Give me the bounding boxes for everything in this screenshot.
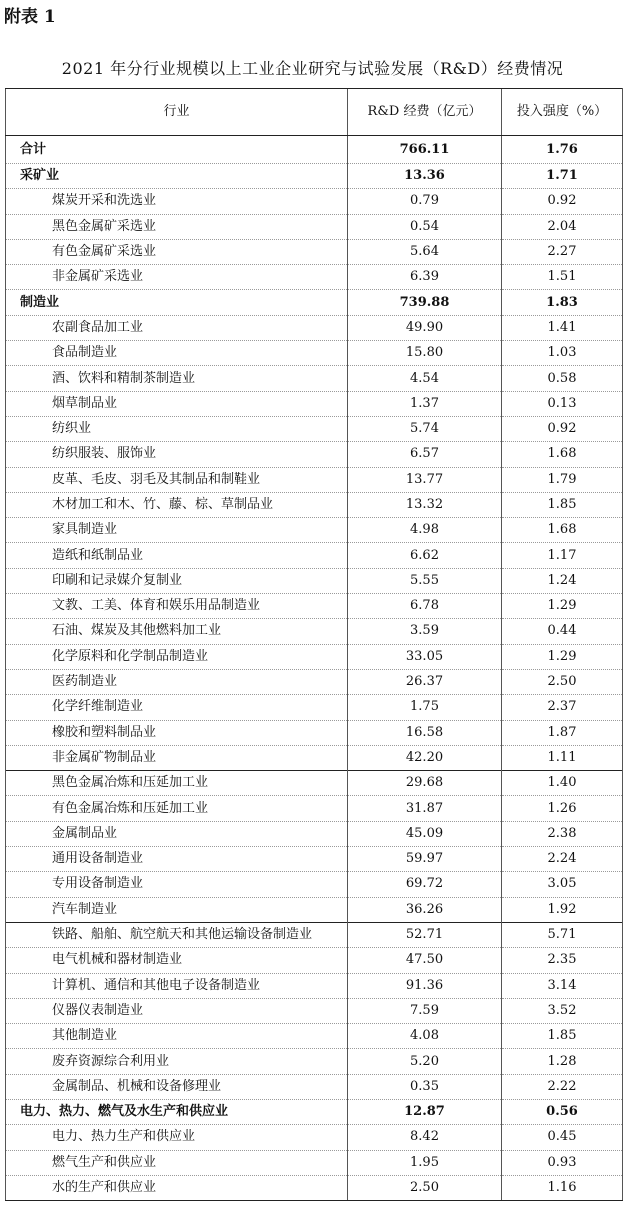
intensity-cell: 1.24 bbox=[502, 568, 623, 593]
rd-expense-cell: 91.36 bbox=[348, 973, 502, 998]
rd-expense-cell: 4.98 bbox=[348, 518, 502, 543]
industry-name-cell: 专用设备制造业 bbox=[6, 872, 348, 897]
industry-name-cell: 烟草制品业 bbox=[6, 391, 348, 416]
table-row bbox=[6, 1150, 623, 1175]
intensity-cell: 3.14 bbox=[502, 973, 623, 998]
industry-name-cell: 黑色金属冶炼和压延加工业 bbox=[6, 771, 348, 796]
industry-name-cell: 合计 bbox=[6, 136, 348, 164]
rd-expense-cell: 13.32 bbox=[348, 492, 502, 517]
intensity-cell: 1.29 bbox=[502, 594, 623, 619]
rd-expense-cell: 739.88 bbox=[348, 290, 502, 315]
table-row bbox=[6, 771, 623, 796]
intensity-cell: 1.85 bbox=[502, 492, 623, 517]
intensity-cell: 1.68 bbox=[502, 442, 623, 467]
rd-expense-cell: 7.59 bbox=[348, 998, 502, 1023]
rd-expense-cell: 59.97 bbox=[348, 847, 502, 872]
table-row bbox=[6, 467, 623, 492]
table-row bbox=[6, 1074, 623, 1099]
industry-name-cell: 计算机、通信和其他电子设备制造业 bbox=[6, 973, 348, 998]
industry-name-cell: 文教、工美、体育和娱乐用品制造业 bbox=[6, 594, 348, 619]
intensity-cell: 1.87 bbox=[502, 720, 623, 745]
rd-expense-cell: 0.54 bbox=[348, 214, 502, 239]
industry-name-cell: 汽车制造业 bbox=[6, 897, 348, 922]
table-row bbox=[6, 796, 623, 821]
rd-expense-cell: 13.36 bbox=[348, 164, 502, 189]
industry-name-cell: 制造业 bbox=[6, 290, 348, 315]
intensity-cell: 1.85 bbox=[502, 1024, 623, 1049]
rd-expense-cell: 69.72 bbox=[348, 872, 502, 897]
table-row bbox=[6, 644, 623, 669]
industry-name-cell: 铁路、船舶、航空航天和其他运输设备制造业 bbox=[6, 922, 348, 947]
industry-name-cell: 电气机械和器材制造业 bbox=[6, 948, 348, 973]
rd-expense-table bbox=[5, 88, 623, 1201]
table-row bbox=[6, 1024, 623, 1049]
table-row bbox=[6, 669, 623, 694]
industry-name-cell: 化学纤维制造业 bbox=[6, 695, 348, 720]
table-header-row bbox=[6, 89, 623, 136]
rd-expense-cell: 15.80 bbox=[348, 341, 502, 366]
table-row bbox=[6, 821, 623, 846]
intensity-cell: 1.03 bbox=[502, 341, 623, 366]
rd-expense-cell: 8.42 bbox=[348, 1125, 502, 1150]
intensity-cell: 1.41 bbox=[502, 315, 623, 340]
rd-expense-cell: 29.68 bbox=[348, 771, 502, 796]
industry-name-cell: 纺织服装、服饰业 bbox=[6, 442, 348, 467]
table-row bbox=[6, 948, 623, 973]
rd-expense-cell: 4.08 bbox=[348, 1024, 502, 1049]
industry-name-cell: 非金属矿物制品业 bbox=[6, 745, 348, 770]
rd-expense-cell: 12.87 bbox=[348, 1099, 502, 1124]
industry-name-cell: 其他制造业 bbox=[6, 1024, 348, 1049]
industry-name-cell: 家具制造业 bbox=[6, 518, 348, 543]
intensity-cell: 0.58 bbox=[502, 366, 623, 391]
intensity-cell: 2.38 bbox=[502, 821, 623, 846]
intensity-cell: 1.83 bbox=[502, 290, 623, 315]
table-row bbox=[6, 214, 623, 239]
column-header-intensity: 投入强度（%） bbox=[502, 89, 623, 136]
intensity-cell: 0.45 bbox=[502, 1125, 623, 1150]
industry-name-cell: 电力、热力、燃气及水生产和供应业 bbox=[6, 1099, 348, 1124]
rd-expense-cell: 31.87 bbox=[348, 796, 502, 821]
rd-expense-cell: 5.55 bbox=[348, 568, 502, 593]
rd-expense-cell: 4.54 bbox=[348, 366, 502, 391]
table-row bbox=[6, 619, 623, 644]
intensity-cell: 5.71 bbox=[502, 922, 623, 947]
intensity-cell: 1.16 bbox=[502, 1175, 623, 1200]
intensity-cell: 0.92 bbox=[502, 416, 623, 441]
rd-expense-cell: 16.58 bbox=[348, 720, 502, 745]
table-row bbox=[6, 290, 623, 315]
industry-name-cell: 造纸和纸制品业 bbox=[6, 543, 348, 568]
table-row bbox=[6, 973, 623, 998]
column-header-industry: 行业 bbox=[6, 89, 348, 136]
intensity-cell: 0.92 bbox=[502, 189, 623, 214]
table-row bbox=[6, 720, 623, 745]
industry-name-cell: 印刷和记录媒介复制业 bbox=[6, 568, 348, 593]
intensity-cell: 3.52 bbox=[502, 998, 623, 1023]
intensity-cell: 2.04 bbox=[502, 214, 623, 239]
table-row bbox=[6, 745, 623, 770]
table-row bbox=[6, 518, 623, 543]
rd-expense-cell: 26.37 bbox=[348, 669, 502, 694]
industry-name-cell: 皮革、毛皮、羽毛及其制品和制鞋业 bbox=[6, 467, 348, 492]
rd-expense-cell: 766.11 bbox=[348, 136, 502, 164]
intensity-cell: 2.24 bbox=[502, 847, 623, 872]
table-title: 2021 年分行业规模以上工业企业研究与试验发展（R&D）经费情况 bbox=[61, 59, 564, 78]
table-row bbox=[6, 1175, 623, 1200]
table-row bbox=[6, 136, 623, 164]
rd-expense-cell: 52.71 bbox=[348, 922, 502, 947]
intensity-cell: 0.13 bbox=[502, 391, 623, 416]
rd-expense-cell: 49.90 bbox=[348, 315, 502, 340]
industry-name-cell: 煤炭开采和洗选业 bbox=[6, 189, 348, 214]
rd-expense-cell: 6.78 bbox=[348, 594, 502, 619]
industry-name-cell: 金属制品业 bbox=[6, 821, 348, 846]
intensity-cell: 2.35 bbox=[502, 948, 623, 973]
industry-name-cell: 医药制造业 bbox=[6, 669, 348, 694]
industry-name-cell: 纺织业 bbox=[6, 416, 348, 441]
industry-name-cell: 化学原料和化学制品制造业 bbox=[6, 644, 348, 669]
table-row bbox=[6, 492, 623, 517]
industry-name-cell: 食品制造业 bbox=[6, 341, 348, 366]
rd-expense-cell: 42.20 bbox=[348, 745, 502, 770]
industry-name-cell: 燃气生产和供应业 bbox=[6, 1150, 348, 1175]
industry-name-cell: 电力、热力生产和供应业 bbox=[6, 1125, 348, 1150]
rd-expense-cell: 36.26 bbox=[348, 897, 502, 922]
table-row bbox=[6, 922, 623, 947]
appendix-label: 附表 1 bbox=[4, 7, 56, 27]
intensity-cell: 1.71 bbox=[502, 164, 623, 189]
intensity-cell: 0.44 bbox=[502, 619, 623, 644]
intensity-cell: 1.11 bbox=[502, 745, 623, 770]
intensity-cell: 2.27 bbox=[502, 239, 623, 264]
industry-name-cell: 仪器仪表制造业 bbox=[6, 998, 348, 1023]
industry-name-cell: 采矿业 bbox=[6, 164, 348, 189]
industry-name-cell: 水的生产和供应业 bbox=[6, 1175, 348, 1200]
table-row bbox=[6, 189, 623, 214]
rd-expense-cell: 0.35 bbox=[348, 1074, 502, 1099]
industry-name-cell: 有色金属矿采选业 bbox=[6, 239, 348, 264]
intensity-cell: 2.37 bbox=[502, 695, 623, 720]
table-row bbox=[6, 239, 623, 264]
industry-name-cell: 石油、煤炭及其他燃料加工业 bbox=[6, 619, 348, 644]
column-header-expense: R&D 经费（亿元） bbox=[348, 89, 502, 136]
intensity-cell: 0.93 bbox=[502, 1150, 623, 1175]
table-row bbox=[6, 568, 623, 593]
table-row bbox=[6, 416, 623, 441]
intensity-cell: 1.79 bbox=[502, 467, 623, 492]
table-row bbox=[6, 847, 623, 872]
table-row bbox=[6, 1099, 623, 1124]
rd-expense-cell: 3.59 bbox=[348, 619, 502, 644]
rd-expense-cell: 33.05 bbox=[348, 644, 502, 669]
industry-name-cell: 废弃资源综合利用业 bbox=[6, 1049, 348, 1074]
intensity-cell: 1.68 bbox=[502, 518, 623, 543]
industry-name-cell: 黑色金属矿采选业 bbox=[6, 214, 348, 239]
table-row bbox=[6, 366, 623, 391]
rd-expense-cell: 47.50 bbox=[348, 948, 502, 973]
rd-expense-cell: 6.39 bbox=[348, 265, 502, 290]
industry-name-cell: 非金属矿采选业 bbox=[6, 265, 348, 290]
intensity-cell: 1.76 bbox=[502, 136, 623, 164]
industry-name-cell: 金属制品、机械和设备修理业 bbox=[6, 1074, 348, 1099]
table-row bbox=[6, 897, 623, 922]
intensity-cell: 1.26 bbox=[502, 796, 623, 821]
table-row bbox=[6, 341, 623, 366]
rd-expense-cell: 45.09 bbox=[348, 821, 502, 846]
table-row bbox=[6, 164, 623, 189]
industry-name-cell: 木材加工和木、竹、藤、棕、草制品业 bbox=[6, 492, 348, 517]
rd-expense-cell: 1.37 bbox=[348, 391, 502, 416]
table-row bbox=[6, 695, 623, 720]
intensity-cell: 3.05 bbox=[502, 872, 623, 897]
table-row bbox=[6, 1125, 623, 1150]
table-row bbox=[6, 391, 623, 416]
table-row bbox=[6, 872, 623, 897]
industry-name-cell: 酒、饮料和精制茶制造业 bbox=[6, 366, 348, 391]
rd-expense-cell: 5.64 bbox=[348, 239, 502, 264]
rd-expense-cell: 0.79 bbox=[348, 189, 502, 214]
intensity-cell: 1.40 bbox=[502, 771, 623, 796]
intensity-cell: 1.29 bbox=[502, 644, 623, 669]
table-row bbox=[6, 442, 623, 467]
industry-name-cell: 农副食品加工业 bbox=[6, 315, 348, 340]
intensity-cell: 2.22 bbox=[502, 1074, 623, 1099]
table-row bbox=[6, 315, 623, 340]
intensity-cell: 1.92 bbox=[502, 897, 623, 922]
table-body bbox=[6, 136, 623, 1201]
intensity-cell: 1.51 bbox=[502, 265, 623, 290]
intensity-cell: 1.28 bbox=[502, 1049, 623, 1074]
intensity-cell: 2.50 bbox=[502, 669, 623, 694]
table-row bbox=[6, 543, 623, 568]
rd-expense-cell: 1.75 bbox=[348, 695, 502, 720]
industry-name-cell: 有色金属冶炼和压延加工业 bbox=[6, 796, 348, 821]
industry-name-cell: 通用设备制造业 bbox=[6, 847, 348, 872]
industry-name-cell: 橡胶和塑料制品业 bbox=[6, 720, 348, 745]
rd-expense-cell: 2.50 bbox=[348, 1175, 502, 1200]
rd-expense-cell: 5.20 bbox=[348, 1049, 502, 1074]
intensity-cell: 1.17 bbox=[502, 543, 623, 568]
rd-expense-cell: 6.62 bbox=[348, 543, 502, 568]
table-row bbox=[6, 1049, 623, 1074]
rd-expense-cell: 13.77 bbox=[348, 467, 502, 492]
table-row bbox=[6, 265, 623, 290]
rd-expense-cell: 5.74 bbox=[348, 416, 502, 441]
rd-expense-cell: 6.57 bbox=[348, 442, 502, 467]
table-row bbox=[6, 998, 623, 1023]
intensity-cell: 0.56 bbox=[502, 1099, 623, 1124]
table-row bbox=[6, 594, 623, 619]
rd-expense-cell: 1.95 bbox=[348, 1150, 502, 1175]
